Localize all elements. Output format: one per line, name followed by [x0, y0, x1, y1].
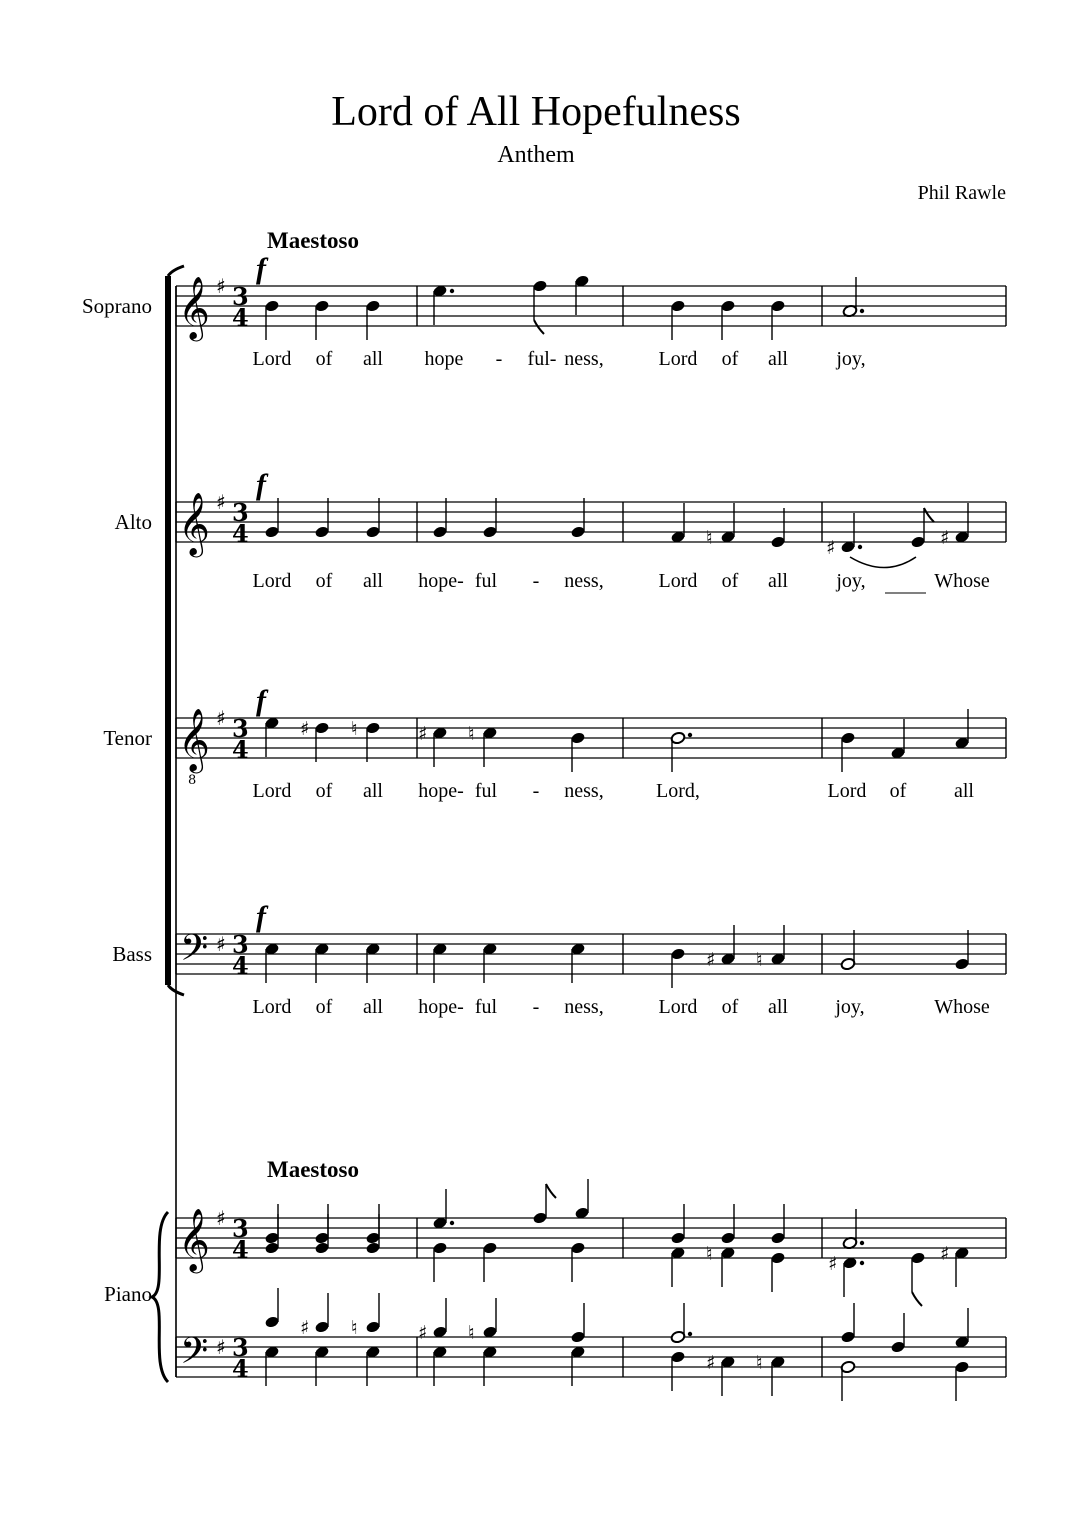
- lyric-syllable: ness,: [564, 996, 604, 1018]
- lyric-syllable: Lord: [658, 348, 698, 370]
- time-sig-top: 3: [232, 714, 249, 743]
- lyric-syllable: ful: [474, 996, 498, 1018]
- key-sharp-icon: ♯: [216, 274, 226, 298]
- lyric-syllable: ness,: [564, 570, 604, 592]
- treble-clef-icon: 𝄞: [178, 276, 210, 339]
- sharp-icon: ♯: [826, 537, 836, 559]
- dynamic-forte-alto: f: [256, 468, 266, 501]
- lyric-syllable: all: [954, 780, 974, 802]
- lyric-syllable: ness,: [564, 780, 604, 802]
- time-sig-top: 3: [232, 498, 249, 527]
- bass-clef-icon: 𝄢: [180, 1330, 209, 1381]
- note-dot: [450, 1221, 454, 1225]
- natural-icon: ♮: [706, 527, 713, 549]
- key-sharp-icon: ♯: [216, 932, 226, 956]
- natural-icon: ♮: [706, 1243, 713, 1265]
- note-dot: [860, 1241, 864, 1245]
- natural-icon: ♮: [351, 718, 358, 740]
- lyric-syllable: Lord: [252, 996, 292, 1018]
- note-dot: [860, 1261, 864, 1265]
- time-sig-bottom: 4: [232, 951, 249, 980]
- bracket-top: [168, 266, 184, 276]
- lyric-syllable: all: [363, 780, 383, 802]
- natural-icon: ♮: [468, 723, 475, 745]
- tie: [850, 557, 916, 568]
- natural-icon: ♮: [351, 1317, 358, 1339]
- time-sig-bottom: 4: [232, 1235, 249, 1264]
- key-sharp-icon: ♯: [216, 1206, 226, 1230]
- lyric-syllable: all: [363, 996, 383, 1018]
- natural-icon: ♮: [468, 1322, 475, 1344]
- treble-clef-icon: 𝄞: [178, 708, 210, 771]
- octave-mark: 8: [188, 773, 197, 788]
- lyric-syllable: of: [889, 780, 907, 802]
- time-sig-top: 3: [232, 930, 249, 959]
- sharp-icon: ♯: [706, 949, 716, 971]
- lyric-syllable: all: [768, 996, 788, 1018]
- lyric-syllable: Lord,: [656, 780, 700, 802]
- note-flag: [912, 1292, 922, 1306]
- sharp-icon: ♯: [706, 1352, 716, 1374]
- piano-label: Piano: [104, 1282, 152, 1306]
- lyric-syllable: all: [363, 570, 383, 592]
- sharp-icon: ♯: [300, 718, 310, 740]
- score-title: Lord of All Hopefulness: [331, 89, 741, 135]
- bass-clef-icon: 𝄢: [180, 927, 209, 978]
- sharp-icon: ♯: [418, 723, 428, 745]
- lyric-hyphen: -: [532, 780, 540, 802]
- natural-icon: ♮: [756, 1352, 763, 1374]
- note-flag: [924, 508, 934, 522]
- lyric-syllable: of: [315, 570, 333, 592]
- key-sharp-icon: ♯: [216, 1335, 226, 1359]
- sharp-icon: ♯: [940, 1243, 950, 1265]
- bass-label: Bass: [112, 942, 152, 966]
- dynamic-forte-bass: f: [256, 900, 266, 933]
- lyric-syllable: Lord: [252, 348, 292, 370]
- lyric-syllable: all: [768, 348, 788, 370]
- time-sig-top: 3: [232, 1333, 249, 1362]
- alto-label: Alto: [114, 510, 152, 534]
- score-subtitle: Anthem: [497, 142, 575, 168]
- lyric-syllable: of: [315, 780, 333, 802]
- note-dot: [858, 545, 862, 549]
- note-dot: [450, 289, 454, 293]
- key-sharp-icon: ♯: [216, 490, 226, 514]
- lyric-syllable: of: [721, 570, 739, 592]
- lyric-syllable: of: [721, 348, 739, 370]
- time-sig-top: 3: [232, 1214, 249, 1243]
- lyric-syllable: Lord: [658, 996, 698, 1018]
- lyric-syllable: ness,: [564, 348, 604, 370]
- note-dot: [688, 733, 692, 737]
- sharp-icon: ♯: [828, 1253, 838, 1275]
- lyric-syllable: hope-: [418, 996, 464, 1018]
- lyric-hyphen: -: [532, 996, 540, 1018]
- sharp-icon: ♯: [300, 1317, 310, 1339]
- note-flag: [534, 320, 544, 334]
- sharp-icon: ♯: [418, 1322, 428, 1344]
- lyric-syllable: hope-: [418, 570, 464, 592]
- lyric-syllable: Whose: [934, 570, 990, 592]
- composer: Phil Rawle: [917, 182, 1006, 204]
- tenor-label: Tenor: [103, 726, 152, 750]
- piano-brace: [152, 1212, 168, 1382]
- lyric-syllable: Lord: [827, 780, 867, 802]
- lyric-syllable: of: [315, 348, 333, 370]
- tempo-marking: Maestoso: [267, 228, 359, 253]
- lyric-syllable: Lord: [252, 780, 292, 802]
- lyric-syllable: hope: [424, 348, 464, 370]
- sharp-icon: ♯: [940, 527, 950, 549]
- note-dot: [860, 309, 864, 313]
- time-sig-bottom: 4: [232, 1354, 249, 1383]
- dynamic-forte-soprano: f: [256, 252, 266, 285]
- dynamic-forte-tenor: f: [256, 684, 266, 717]
- lyric-syllable: Whose: [934, 996, 990, 1018]
- lyric-syllable: joy,: [836, 348, 866, 370]
- lyric-syllable: Lord: [252, 570, 292, 592]
- notes: [264, 274, 969, 1401]
- natural-icon: ♮: [756, 949, 763, 971]
- lyric-syllable: all: [768, 570, 788, 592]
- lyric-syllable: ful-: [527, 348, 557, 370]
- lyric-syllable: ful: [474, 780, 498, 802]
- lyric-syllable: of: [315, 996, 333, 1018]
- lyric-syllable: ful: [474, 570, 498, 592]
- note-flag: [546, 1184, 556, 1198]
- lyric-hyphen: -: [532, 570, 540, 592]
- lyric-hyphen: -: [495, 348, 503, 370]
- treble-clef-icon: 𝄞: [178, 1208, 210, 1271]
- soprano-label: Soprano: [82, 294, 152, 318]
- key-sharp-icon: ♯: [216, 706, 226, 730]
- piano-tempo-marking: Maestoso: [267, 1157, 359, 1182]
- lyric-syllable: of: [721, 996, 739, 1018]
- time-sig-bottom: 4: [232, 303, 249, 332]
- lyric-syllable: Lord: [658, 570, 698, 592]
- time-sig-bottom: 4: [232, 519, 249, 548]
- lyric-syllable: hope-: [418, 780, 464, 802]
- lyric-syllable: joy,: [836, 570, 866, 592]
- treble-clef-icon: 𝄞: [178, 492, 210, 555]
- time-sig-top: 3: [232, 282, 249, 311]
- lyric-syllable: all: [363, 348, 383, 370]
- lyric-syllable: joy,: [835, 996, 865, 1018]
- note-dot: [688, 1332, 692, 1336]
- time-sig-bottom: 4: [232, 735, 249, 764]
